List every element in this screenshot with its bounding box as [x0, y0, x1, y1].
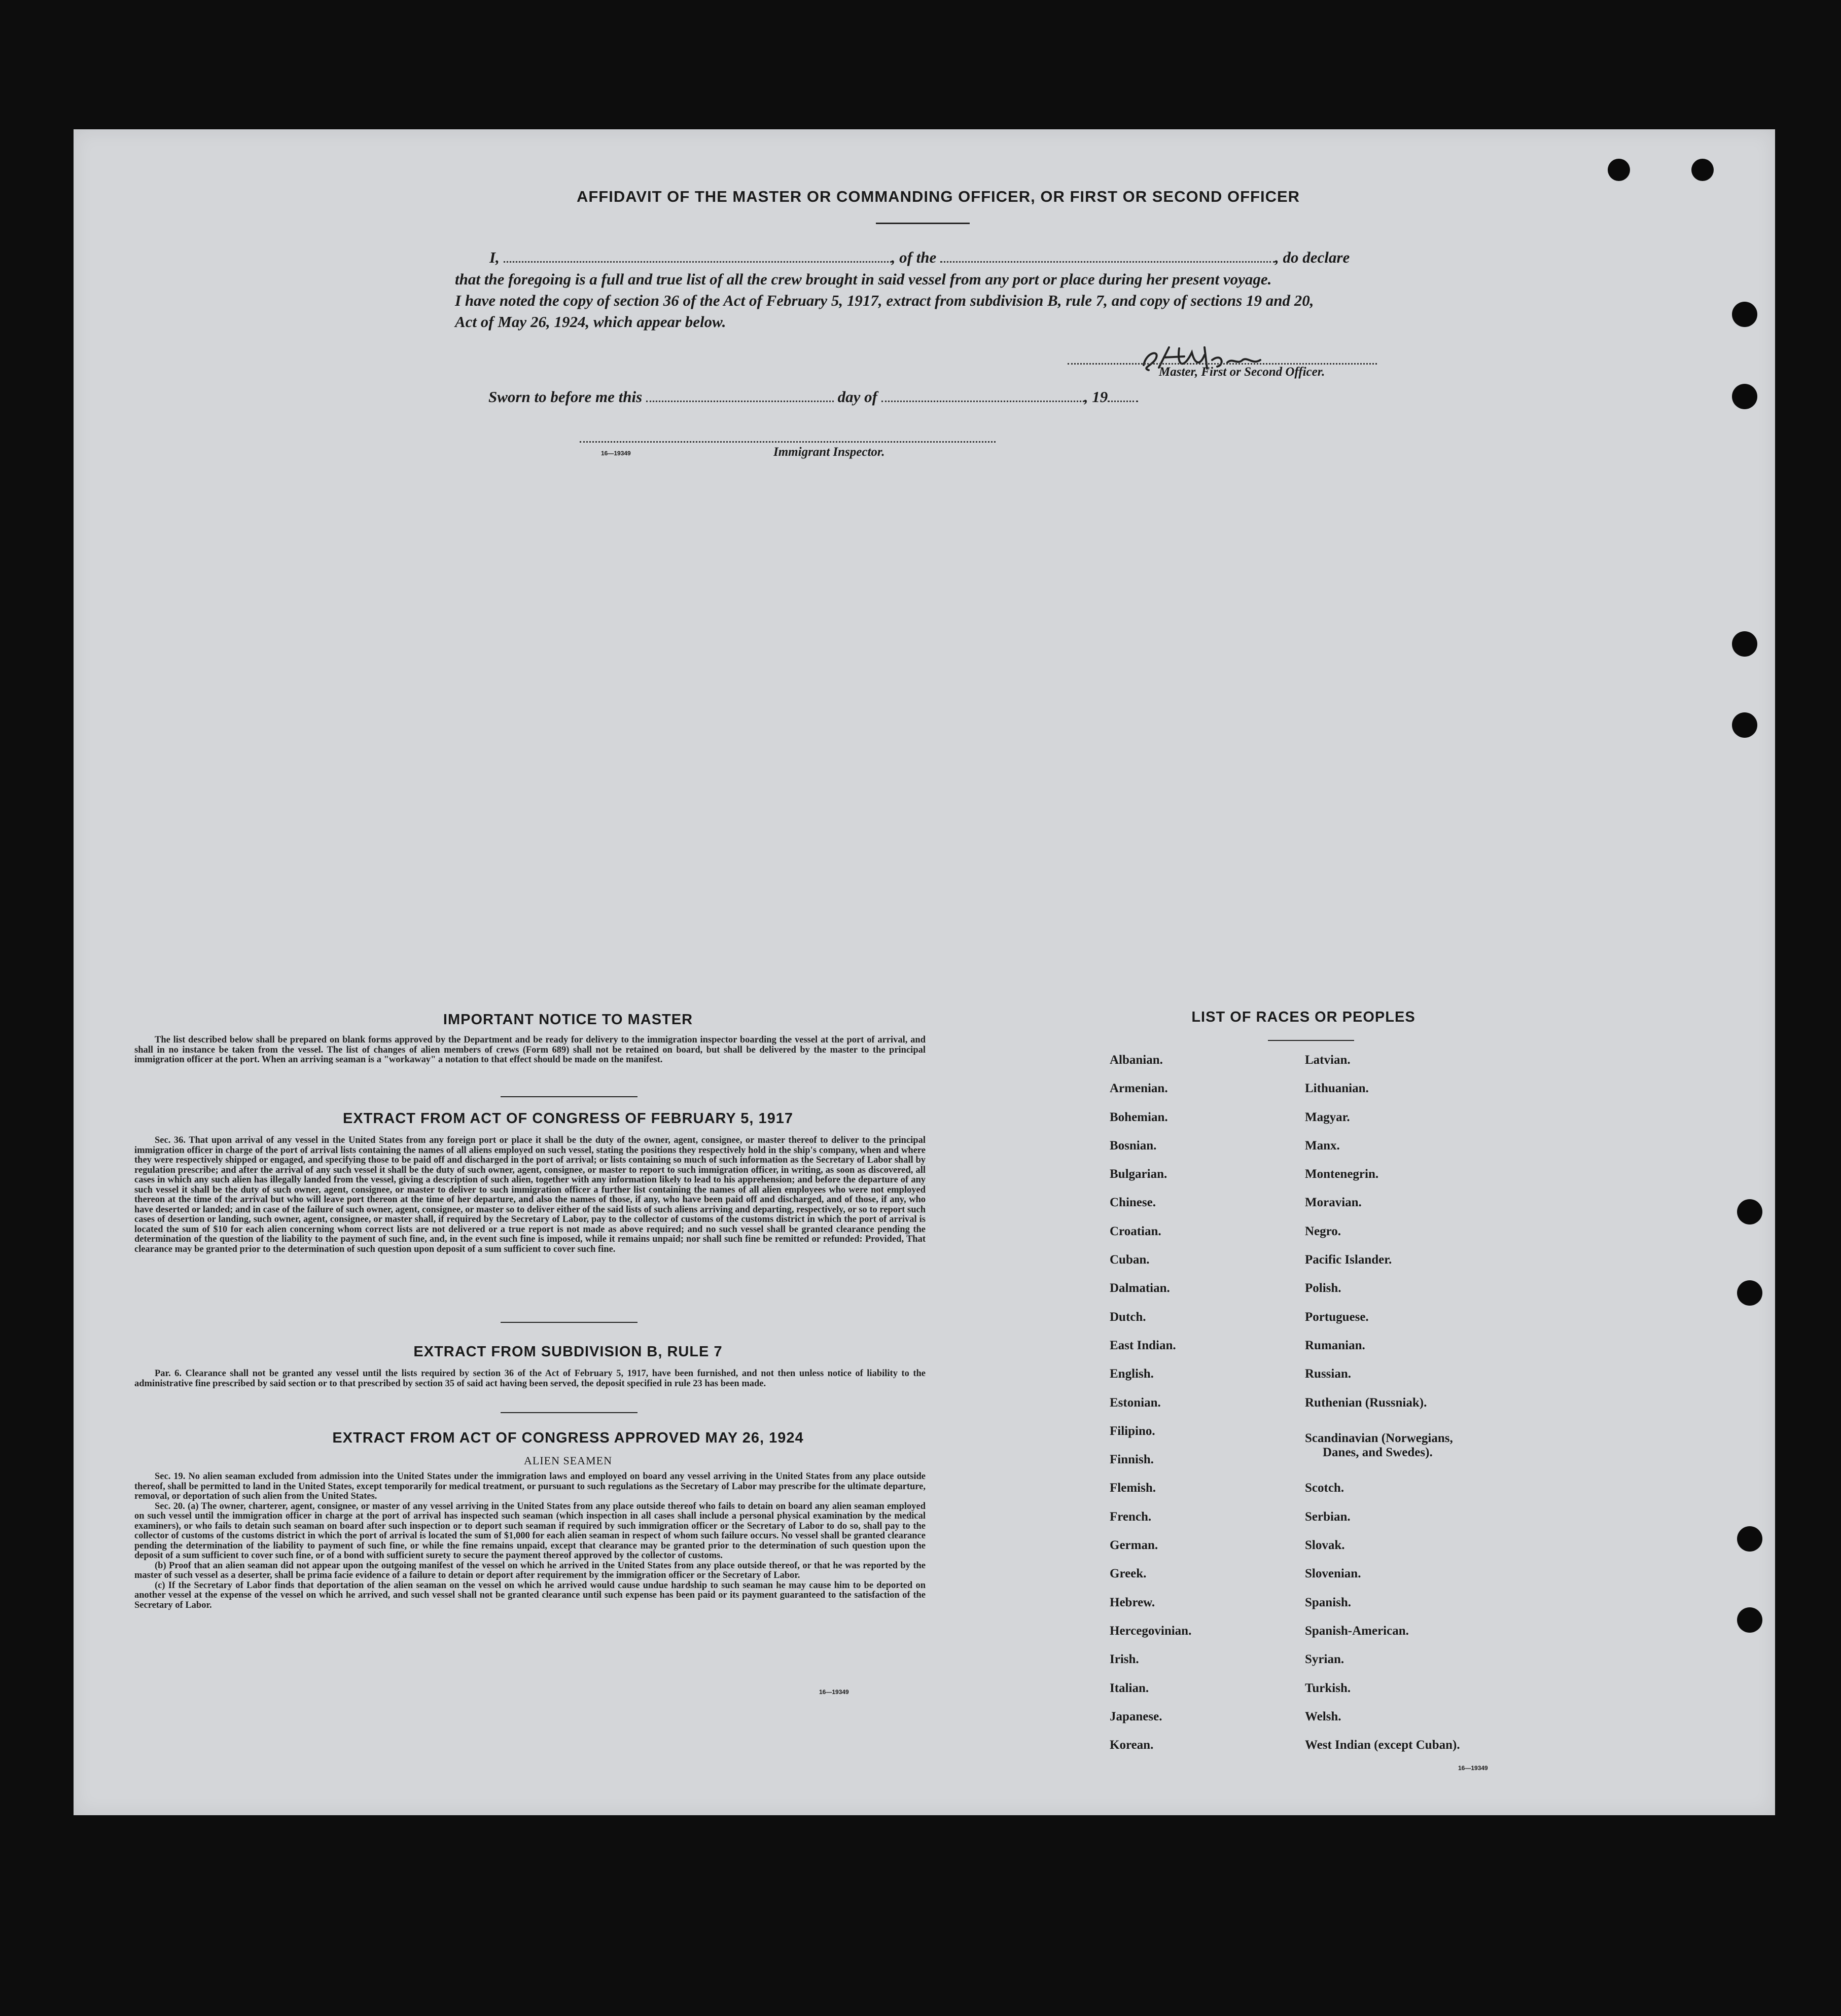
punch-hole: [1732, 302, 1757, 327]
race-item: Polish.: [1305, 1281, 1341, 1295]
race-item: Latvian.: [1305, 1053, 1351, 1067]
punch-hole: [1732, 712, 1757, 738]
form-number: 16—19349: [819, 1688, 849, 1696]
rule7-text: Par. 6. Clearance shall not be granted any vessel until the lists required by section 36 of the Act of February 5, 1917, have been furnished, and not then unless notice of liability to the administrative fine prescribed by said section or to that prescribed by section 35 of said act having been served, the deposit specified in rule 23 has been made.: [134, 1369, 926, 1389]
race-item: Lithuanian.: [1305, 1082, 1369, 1096]
race-item-continued: Danes, and Swedes).: [1323, 1445, 1433, 1459]
race-item: Bulgarian.: [1110, 1167, 1167, 1181]
race-item: Magyar.: [1305, 1110, 1350, 1124]
sec-20b-text: (b) Proof that an alien seaman did not appear upon the outgoing manifest of the vessel on which he arrived in the United States from any place outside thereof, or that he was reported by the master of such vessel as a deserter, shall be prima facie evidence of a failure to detain or deport after requirement by the immigration officer or the Secretary of Labor.: [134, 1560, 926, 1580]
race-item: Pacific Islander.: [1305, 1253, 1392, 1267]
sworn-year-field[interactable]: [1108, 395, 1138, 402]
race-item: Bohemian.: [1110, 1110, 1168, 1124]
affidavit-line-1: [489, 248, 1350, 267]
form-number: 16—19349: [1458, 1765, 1488, 1772]
sec-20a-text: Sec. 20. (a) The owner, charterer, agent, consignee, or master of any vessel arriving in the United States from any place outside thereof who fails to detain on board any alien seaman employed on such vessel until the immigration officer in charge at the port of arrival has inspected such seaman (which inspection in all cases shall include a personal physical examination by the medical examiners), or who fails to detain such seaman on board after such inspection or to deport such seaman if required by such immigration officer or the Secretary of Labor to do so, shall pay to the collector of customs of the customs district in which the port of arrival is located the sum of $1,000 for each alien seaman in respect of whom such failure occurs. No vessel shall be granted clearance pending the determination of the liability to payment of such fine, or while the fine remains unpaid, except that clearance may be granted prior to the determination of such question upon the deposit of a sum sufficient to cover such fine, or of a bond with sufficient surety to secure the payment thereof approved by the collector of customs.: [134, 1501, 926, 1561]
race-item: Spanish-American.: [1305, 1624, 1409, 1638]
race-item: English.: [1110, 1367, 1154, 1381]
race-item-scandinavian: [1305, 1424, 1460, 1482]
race-item: Greek.: [1110, 1567, 1147, 1581]
race-item: Cuban.: [1110, 1253, 1150, 1267]
race-item: Irish.: [1110, 1652, 1139, 1667]
races-title-underline: [1268, 1040, 1354, 1041]
race-item: Scandinavian (Norwegians,: [1305, 1431, 1453, 1445]
rule7-title: EXTRACT FROM SUBDIVISION B, RULE 7: [413, 1344, 723, 1360]
section-divider: [501, 1096, 638, 1097]
signature-line: [1068, 363, 1377, 365]
sworn-prefix: Sworn to before me this: [488, 388, 643, 406]
race-item: Slovenian.: [1305, 1567, 1361, 1581]
race-item: Negro.: [1305, 1224, 1341, 1238]
race-item: Dutch.: [1110, 1310, 1146, 1324]
declarant-name-field[interactable]: [504, 256, 892, 263]
race-item: Filipino.: [1110, 1424, 1155, 1438]
race-item: Scotch.: [1305, 1481, 1344, 1495]
race-item: Rumanian.: [1305, 1338, 1365, 1352]
race-item: Spanish.: [1305, 1595, 1352, 1609]
race-item: Ruthenian (Russniak).: [1305, 1395, 1427, 1410]
races-title: LIST OF RACES OR PEOPLES: [1191, 1009, 1415, 1025]
race-item: Armenian.: [1110, 1082, 1168, 1096]
race-item: Syrian.: [1305, 1652, 1344, 1667]
inspector-signature-line[interactable]: [580, 441, 996, 443]
race-item: West Indian (except Cuban).: [1305, 1738, 1460, 1752]
race-item: Slovak.: [1305, 1538, 1345, 1553]
day-of-label: day of: [837, 388, 877, 406]
form-number: 16—19349: [601, 450, 631, 457]
punch-hole: [1732, 384, 1757, 409]
races-column-1: [1110, 1053, 1191, 1767]
race-item: East Indian.: [1110, 1338, 1176, 1352]
sec-19-text: Sec. 19. No alien seaman excluded from admission into the United States under the immigration laws and employed on board any vessel arriving in the United States from any place outside thereof, shall be permitted to land in the United States, except temporarily for medical treatment, or pursuant to such regulations as the Secretary of Labor may prescribe for the ultimate departure, removal, or deportation of such alien from the United States.: [134, 1471, 926, 1501]
race-item: Hebrew.: [1110, 1595, 1155, 1609]
race-item: Moravian.: [1305, 1196, 1362, 1210]
punch-hole: [1732, 631, 1757, 657]
punch-hole: [1608, 159, 1630, 181]
races-column-2: [1305, 1053, 1460, 1767]
sworn-line: [488, 388, 1138, 406]
vessel-name-field[interactable]: [940, 256, 1275, 263]
race-item: Finnish.: [1110, 1453, 1154, 1467]
race-item: Croatian.: [1110, 1224, 1161, 1238]
notice-text: The list described below shall be prepared on blank forms approved by the Department and be ready for delivery to the immigration inspector boarding the vessel at the port of arrival, and shall in no instance be taken from the vessel. The list of changes of alien members of crews (Form 689) shall not be retained on board, but shall be delivered by the master to the principal immigration officer at the port. When an arriving seaman is a "workaway" a notation to that effect should be made on the manifest.: [134, 1035, 926, 1065]
extract-1917-title: EXTRACT FROM ACT OF CONGRESS OF FEBRUARY 5, 1917: [342, 1110, 794, 1127]
affidavit-line-3: I have noted the copy of section 36 of the Act of February 5, 1917, extract from subdivision B, rule 7, and copy of sections 19 and 20,: [455, 292, 1314, 309]
document-page: [74, 129, 1775, 1815]
race-item: Estonian.: [1110, 1395, 1161, 1410]
race-item: Albanian.: [1110, 1053, 1163, 1067]
race-item: French.: [1110, 1509, 1152, 1524]
title-underline: [876, 223, 970, 224]
affidavit-title: AFFIDAVIT OF THE MASTER OR COMMANDING OFFICER, OR FIRST OR SECOND OFFICER: [576, 188, 1300, 205]
race-item: Hercegovinian.: [1110, 1624, 1192, 1638]
extract-1924-title: EXTRACT FROM ACT OF CONGRESS APPROVED MAY 26, 1924: [332, 1430, 804, 1446]
extract-1917-text: Sec. 36. That upon arrival of any vessel in the United States from any foreign port or place it shall be the duty of the owner, agent, consignee, or master thereof to deliver to the principal immigration officer in charge of the port of arrival lists containing the names of all aliens employed on such vessel, stating the positions they respectively hold in the ship's company, when and where they were respectively shipped or engaged, and specifying those to be paid off and discharged in the port of arrival; or lists containing so much of such information as the Secretary of Labor shall by regulation prescribe; and after the arrival of any such vessel it shall be the duty of such owner, agent, consignee, or master to report to such immigration officer, in writing, as soon as discovered, all cases in which any such alien has illegally landed from the vessel, giving a description of such alien, together with any information likely to lead to his apprehension; and before the departure of any such vessel it shall be the duty of such owner, agent, consignee, or master to deliver to such immigration officer a further list containing the names of all alien employees who were not employed thereon at the time of the arrival but who will leave port thereon at the time of her departure, and also the names of those, if any, who have been paid off and discharged, and of those, if any, who have deserted or landed; and in case of the failure of such owner, agent, consignee, or master so to deliver either of the said lists of such aliens arriving and departing, respectively, or so to report such cases of desertion or landing, such owner, agent, consignee, or master shall, if required by the Secretary of Labor, pay to the collector of customs of the customs district in which the port of arrival is located the sum of $10 for each alien concerning whom correct lists are not delivered or a true report is not made as above required; and no such vessel shall be granted clearance pending the determination of the question of the liability to the payment of such fine, and, in the event such fine is imposed, while it remains unpaid; nor shall such fine be remitted or refunded: Provided, That clearance may be granted prior to the determination of such question upon deposit of a sum sufficient to cover such fine.: [134, 1135, 926, 1254]
race-item: Manx.: [1305, 1138, 1340, 1153]
declare-label: , do declare: [1275, 248, 1350, 266]
punch-hole: [1691, 159, 1714, 181]
punch-hole: [1737, 1199, 1762, 1225]
race-item: German.: [1110, 1538, 1158, 1553]
of-the-label: , of the: [891, 248, 937, 266]
year-label: , 19: [1084, 388, 1108, 406]
sec-20c-text: (c) If the Secretary of Labor finds that deportation of the alien seaman on the vessel on which he arrived would cause undue hardship to such seaman he may cause him to be deported on another vessel at the expense of the vessel on which he arrived, and such vessel shall not be granted clearance until such expense has been paid or its payment guaranteed to the satisfaction of the Secretary of Labor.: [134, 1580, 926, 1610]
punch-hole: [1737, 1280, 1762, 1306]
sworn-day-field[interactable]: [646, 395, 834, 402]
race-item: Korean.: [1110, 1738, 1154, 1752]
section-divider: [501, 1412, 638, 1413]
extract-1924-text: [134, 1472, 926, 1610]
affidavit-line-4: Act of May 26, 1924, which appear below.: [455, 313, 726, 331]
declarant-prefix: I,: [489, 248, 500, 266]
notice-title: IMPORTANT NOTICE TO MASTER: [443, 1012, 693, 1028]
race-item: Turkish.: [1305, 1681, 1351, 1695]
affidavit-line-2: that the foregoing is a full and true list of all the crew brought in said vessel from any port or place during her present voyage.: [455, 270, 1272, 288]
signature-caption: Master, First or Second Officer.: [1159, 365, 1325, 379]
race-item: Montenegrin.: [1305, 1167, 1379, 1181]
race-item: Italian.: [1110, 1681, 1149, 1695]
race-item: Portuguese.: [1305, 1310, 1369, 1324]
race-item: Flemish.: [1110, 1481, 1156, 1495]
section-divider: [501, 1322, 638, 1323]
race-item: Welsh.: [1305, 1709, 1341, 1723]
punch-hole: [1737, 1526, 1762, 1552]
race-item: Serbian.: [1305, 1509, 1351, 1524]
race-item: Bosnian.: [1110, 1138, 1157, 1153]
inspector-caption: Immigrant Inspector.: [773, 445, 885, 459]
race-item: Japanese.: [1110, 1709, 1162, 1723]
punch-hole: [1737, 1607, 1762, 1633]
sworn-month-field[interactable]: [881, 395, 1084, 402]
race-item: Chinese.: [1110, 1196, 1156, 1210]
race-item: Russian.: [1305, 1367, 1352, 1381]
alien-seamen-subtitle: ALIEN SEAMEN: [524, 1454, 612, 1467]
race-item: Dalmatian.: [1110, 1281, 1170, 1295]
